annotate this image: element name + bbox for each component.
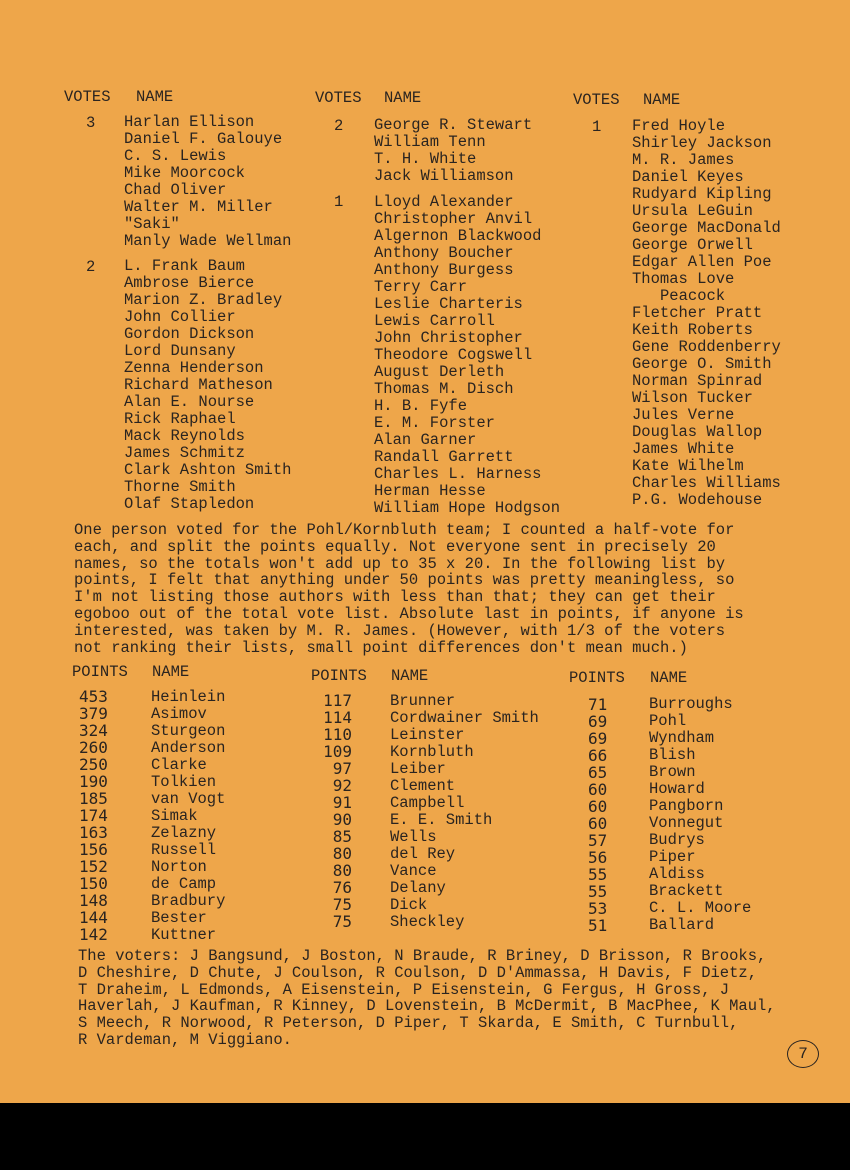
points-values-col-3 <box>588 696 607 934</box>
points-header-2: POINTS <box>311 667 367 685</box>
author-name: L. Frank Baum <box>124 257 245 275</box>
vote-name-list <box>632 118 781 509</box>
author-name: Campbell <box>390 794 465 812</box>
author-name: Charles Williams <box>632 474 781 492</box>
points-value: 117 <box>323 691 352 710</box>
points-names-col-3 <box>649 696 751 934</box>
author-name: Chad Oliver <box>124 181 227 199</box>
author-name: Asimov <box>151 705 207 723</box>
vote-name-list <box>374 117 532 185</box>
author-name: H. B. Fyfe <box>374 397 468 415</box>
author-name: van Vogt <box>151 790 226 808</box>
vote-count: 1 <box>592 118 602 136</box>
author-name: de Camp <box>151 875 217 893</box>
author-name: del Rey <box>390 845 456 863</box>
author-name: George MacDonald <box>632 219 781 237</box>
author-name: Sturgeon <box>151 722 226 740</box>
points-value: 190 <box>79 772 108 791</box>
author-name: Jack Williamson <box>374 167 514 185</box>
points-names-col-2 <box>390 693 539 931</box>
points-value: 453 <box>79 687 108 706</box>
author-name: Anthony Boucher <box>374 244 514 262</box>
author-name: August Derleth <box>374 363 505 381</box>
votes-header-2: VOTES <box>315 89 362 107</box>
author-name: Leiber <box>390 760 446 778</box>
points-value: 152 <box>79 857 108 876</box>
author-name: E. E. Smith <box>390 811 493 829</box>
author-name: Leslie Charteris <box>374 295 523 313</box>
author-name: Daniel Keyes <box>632 168 744 186</box>
author-name: Thomas M. Disch <box>374 380 514 398</box>
author-name: Edgar Allen Poe <box>632 253 772 271</box>
author-name: C. S. Lewis <box>124 147 227 165</box>
author-name: Howard <box>649 780 705 798</box>
votes-header-1: VOTES <box>64 88 111 106</box>
author-name: Gene Roddenberry <box>632 338 781 356</box>
author-name: Lord Dunsany <box>124 342 236 360</box>
points-value: 163 <box>79 823 108 842</box>
author-name: Aldiss <box>649 865 705 883</box>
author-name: Leinster <box>390 726 465 744</box>
author-name: Marion Z. Bradley <box>124 291 283 309</box>
author-name: Gordon Dickson <box>124 325 255 343</box>
points-header-1: POINTS <box>72 663 128 681</box>
author-name: Sheckley <box>390 913 465 931</box>
author-name: Charles L. Harness <box>374 465 542 483</box>
author-name: M. R. James <box>632 151 735 169</box>
author-name: Daniel F. Galouye <box>124 130 283 148</box>
author-name: William Tenn <box>374 133 486 151</box>
points-values-col-1 <box>79 688 108 943</box>
author-name: Ballard <box>649 916 715 934</box>
author-name: Tolkien <box>151 773 217 791</box>
page-number: 7 <box>787 1040 819 1068</box>
points-value: 60 <box>588 780 608 799</box>
author-name: Douglas Wallop <box>632 423 763 441</box>
author-name: Russell <box>151 841 217 859</box>
name-header-5: NAME <box>391 667 429 685</box>
points-value: 148 <box>79 891 108 910</box>
points-values-col-2 <box>320 692 352 930</box>
author-name: Richard Matheson <box>124 376 273 394</box>
author-name: Brown <box>649 763 696 781</box>
author-name: Lewis Carroll <box>374 312 495 330</box>
points-value: 75 <box>332 912 352 931</box>
points-value: 80 <box>332 844 352 863</box>
points-value: 60 <box>588 814 608 833</box>
author-name: Ursula LeGuin <box>632 202 753 220</box>
author-name: John Christopher <box>374 329 523 347</box>
author-name: Christopher Anvil <box>374 210 533 228</box>
author-name: James Schmitz <box>124 444 245 462</box>
author-name: Cordwainer Smith <box>390 709 539 727</box>
author-name: Rick Raphael <box>124 410 236 428</box>
author-name: James White <box>632 440 735 458</box>
author-name: Anthony Burgess <box>374 261 514 279</box>
author-name: Wyndham <box>649 729 715 747</box>
author-name: George O. Smith <box>632 355 772 373</box>
points-value: 69 <box>588 729 608 748</box>
votes-header-3: VOTES <box>573 91 620 109</box>
author-name: George Orwell <box>632 236 753 254</box>
author-name: Vonnegut <box>649 814 724 832</box>
author-name: Olaf Stapledon <box>124 495 255 513</box>
author-name: Theodore Cogswell <box>374 346 533 364</box>
author-name: Piper <box>649 848 696 866</box>
author-name: Walter M. Miller <box>124 198 273 216</box>
explanation-paragraph: One person voted for the Pohl/Kornbluth team; I counted a half-vote for each, and split the points equally. Not everyone sent in precisely 20 names, so the totals won't add up to 35 x 20. In the following list by points, I felt that anything under 50 points was pretty meaningless, so I'm not listing those authors with less than that; they can get their egoboo out of the total vote list. Absolute last in points, if anyone is interested, was taken by M. R. James. (However, with 1/3 of the voters not ranking their lists, small point differences don't mean much.) <box>74 521 744 657</box>
points-value: 97 <box>332 759 352 778</box>
author-name: E. M. Forster <box>374 414 495 432</box>
author-name: "Saki" <box>124 215 180 233</box>
author-name: Terry Carr <box>374 278 468 296</box>
points-value: 69 <box>588 712 608 731</box>
points-value: 71 <box>588 695 608 714</box>
name-header-6: NAME <box>650 669 688 687</box>
author-name: Pohl <box>649 712 687 730</box>
author-name: Shirley Jackson <box>632 134 772 152</box>
author-name: Kate Wilhelm <box>632 457 744 475</box>
author-name: Harlan Ellison <box>124 113 255 131</box>
author-name: Wilson Tucker <box>632 389 753 407</box>
author-name: Fred Hoyle <box>632 117 726 135</box>
author-name: Ambrose Bierce <box>124 274 255 292</box>
author-name: Anderson <box>151 739 226 757</box>
author-name: Peacock <box>660 287 726 305</box>
points-value: 92 <box>332 776 352 795</box>
author-name: Wells <box>390 828 437 846</box>
points-value: 51 <box>588 916 608 935</box>
author-name: Delany <box>390 879 446 897</box>
author-name: Thomas Love <box>632 270 735 288</box>
author-name: Mack Reynolds <box>124 427 245 445</box>
author-name: John Collier <box>124 308 236 326</box>
name-header-2: NAME <box>384 89 422 107</box>
vote-count: 2 <box>86 258 96 276</box>
points-value: 80 <box>332 861 352 880</box>
author-name: Norman Spinrad <box>632 372 763 390</box>
points-value: 260 <box>79 738 108 757</box>
points-value: 150 <box>79 874 108 893</box>
author-name: Bradbury <box>151 892 226 910</box>
author-name: Alan Garner <box>374 431 477 449</box>
author-name: Keith Roberts <box>632 321 753 339</box>
points-value: 379 <box>79 704 108 723</box>
author-name: Mike Moorcock <box>124 164 245 182</box>
author-name: Zenna Henderson <box>124 359 264 377</box>
author-name: Manly Wade Wellman <box>124 232 292 250</box>
points-names-col-1 <box>151 689 225 944</box>
author-name: Clark Ashton Smith <box>124 461 292 479</box>
vote-count: 3 <box>86 114 96 132</box>
points-value: 142 <box>79 925 108 944</box>
author-name: Bester <box>151 909 207 927</box>
name-header-3: NAME <box>643 91 681 109</box>
author-name: Dick <box>390 896 428 914</box>
points-value: 185 <box>79 789 108 808</box>
author-name: Brunner <box>390 692 456 710</box>
author-name: Herman Hesse <box>374 482 486 500</box>
author-name: Randall Garrett <box>374 448 514 466</box>
author-name: Brackett <box>649 882 724 900</box>
points-value: 56 <box>588 848 608 867</box>
points-value: 55 <box>588 865 608 884</box>
author-name: P.G. Wodehouse <box>632 491 763 509</box>
vote-name-list <box>124 258 291 513</box>
points-value: 250 <box>79 755 108 774</box>
points-header-3: POINTS <box>569 669 625 687</box>
points-value: 90 <box>332 810 352 829</box>
author-name: C. L. Moore <box>649 899 752 917</box>
vote-count: 1 <box>334 193 344 211</box>
points-value: 174 <box>79 806 108 825</box>
author-name: Rudyard Kipling <box>632 185 772 203</box>
author-name: George R. Stewart <box>374 116 533 134</box>
name-header-4: NAME <box>152 663 190 681</box>
author-name: Norton <box>151 858 207 876</box>
author-name: Pangborn <box>649 797 724 815</box>
points-value: 75 <box>332 895 352 914</box>
points-value: 65 <box>588 763 608 782</box>
author-name: Blish <box>649 746 696 764</box>
author-name: T. H. White <box>374 150 477 168</box>
author-name: Kuttner <box>151 926 217 944</box>
author-name: Jules Verne <box>632 406 735 424</box>
points-value: 110 <box>323 725 352 744</box>
author-name: Kornbluth <box>390 743 474 761</box>
points-value: 66 <box>588 746 608 765</box>
points-value: 55 <box>588 882 608 901</box>
author-name: Vance <box>390 862 437 880</box>
points-value: 144 <box>79 908 108 927</box>
author-name: Lloyd Alexander <box>374 193 514 211</box>
vote-name-list <box>124 114 291 250</box>
author-name: William Hope Hodgson <box>374 499 561 517</box>
points-value: 156 <box>79 840 108 859</box>
author-name: Thorne Smith <box>124 478 236 496</box>
points-value: 85 <box>332 827 352 846</box>
points-value: 324 <box>79 721 108 740</box>
points-value: 53 <box>588 899 608 918</box>
author-name: Clement <box>390 777 456 795</box>
points-value: 114 <box>323 708 352 727</box>
vote-name-list <box>374 194 560 517</box>
author-name: Simak <box>151 807 198 825</box>
voters-list: The voters: J Bangsund, J Boston, N Braude, R Briney, D Brisson, R Brooks, D Cheshire, D Chute, J Coulson, R Coulson, D D'Ammassa, H Davis, F Dietz, T Draheim, L Edmonds, A Eisenstein, P Eisenstein, G Fergus, H Gross, J Haverlah, J Kaufman, R Kinney, D Lovenstein, B McDermit, B MacPhee, K Maul, S Meech, R Norwood, R Peterson, D Piper, T Skarda, E Smith, C Turnbull, R Vardeman, M Viggiano. <box>78 947 776 1049</box>
vote-count: 2 <box>334 117 344 135</box>
author-name: Zelazny <box>151 824 217 842</box>
author-name: Fletcher Pratt <box>632 304 763 322</box>
author-name: Burroughs <box>649 695 733 713</box>
author-name: Algernon Blackwood <box>374 227 542 245</box>
points-value: 91 <box>332 793 352 812</box>
author-name: Alan E. Nourse <box>124 393 255 411</box>
points-value: 109 <box>323 742 352 761</box>
points-value: 76 <box>332 878 352 897</box>
author-name: Heinlein <box>151 688 226 706</box>
author-name: Budrys <box>649 831 705 849</box>
points-value: 57 <box>588 831 608 850</box>
points-value: 60 <box>588 797 608 816</box>
name-header-1: NAME <box>136 88 174 106</box>
author-name: Clarke <box>151 756 207 774</box>
